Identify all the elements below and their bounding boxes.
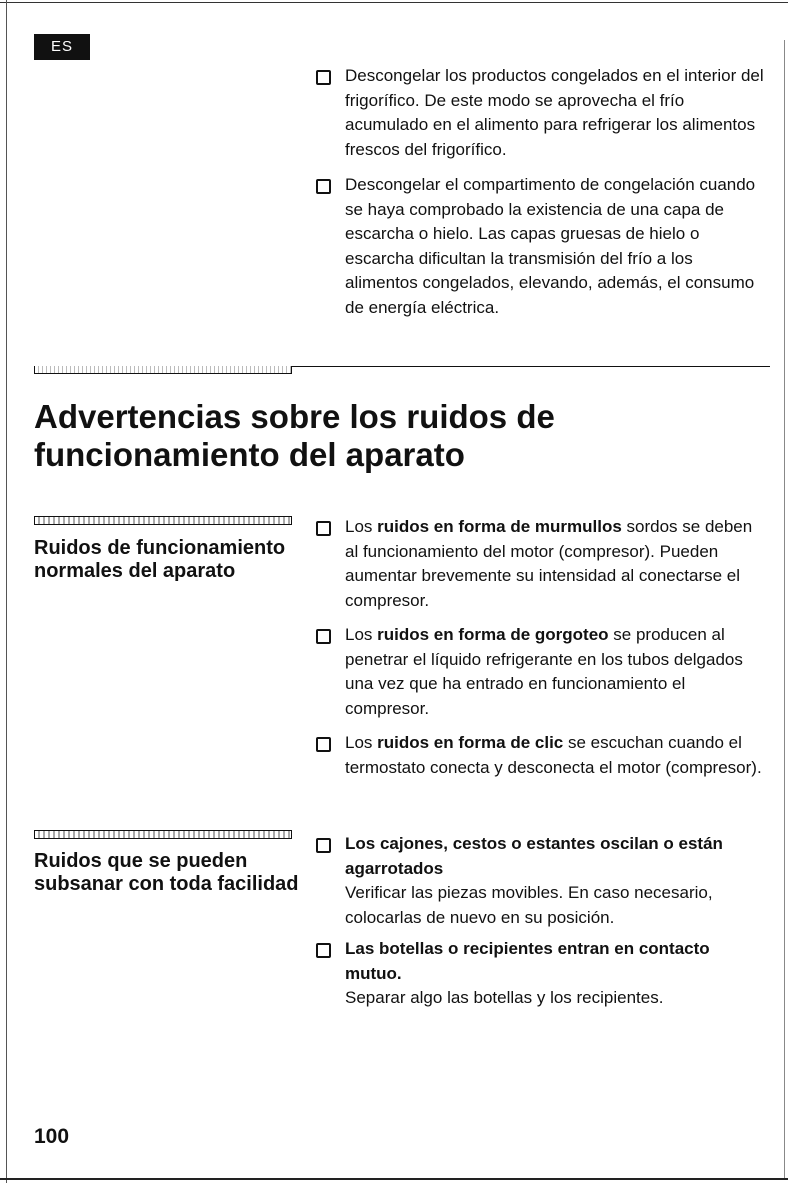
list-item-text: Las botellas o recipientes entran en contacto mutuo. Separar algo las botellas y los recipientes.: [345, 939, 710, 1007]
page-right-border: [784, 40, 785, 1180]
list-item-text: Los cajones, cestos o estantes oscilan o están agarrotados Verificar las piezas movibles. En caso necesario, colocarlas de nuevo en su posición.: [345, 834, 723, 927]
list-item: [316, 832, 766, 930]
page-top-border: [0, 2, 788, 3]
subsection-bar: [34, 516, 292, 525]
checkbox-bullet-icon: [316, 943, 331, 958]
list-item: [316, 623, 766, 721]
list-item-text: Los ruidos en forma de clic se escuchan cuando el termostato conecta y desconecta el motor (compresor).: [345, 733, 762, 777]
subsection-heading-easy-fix: Ruidos que se pueden subsanar con toda facilidad: [34, 850, 299, 895]
page-title: Advertencias sobre los ruidos de funcionamiento del aparato: [34, 398, 555, 473]
list-item: [316, 173, 766, 320]
list-item: [316, 731, 766, 780]
page-left-border: [6, 0, 7, 1183]
checkbox-bullet-icon: [316, 737, 331, 752]
checkbox-bullet-icon: [316, 521, 331, 536]
page-bottom-border: [0, 1178, 788, 1180]
checkbox-bullet-icon: [316, 179, 331, 194]
language-badge: ES: [34, 34, 90, 60]
subsection-bar: [34, 830, 292, 839]
checkbox-bullet-icon: [316, 629, 331, 644]
list-item-text: Descongelar el compartimento de congelación cuando se haya comprobado la existencia de una capa de escarcha o hielo. Las capas gruesas de hielo o escarcha dificultan la transmisión del frío a los alimentos congelados, elevando, además, el consumo de energía eléctrica.: [345, 175, 756, 317]
page-number: 100: [34, 1125, 70, 1148]
checkbox-bullet-icon: [316, 838, 331, 853]
list-item: [316, 64, 766, 162]
list-item: [316, 937, 766, 1011]
list-item: [316, 515, 766, 613]
section-divider-bar: [34, 366, 292, 374]
checkbox-bullet-icon: [316, 70, 331, 85]
list-item-text: Los ruidos en forma de murmullos sordos se deben al funcionamiento del motor (compresor). Pueden aumentar brevemente su intensidad al conectarse el compresor.: [345, 517, 753, 610]
subsection-heading-normal-noises: Ruidos de funcionamiento normales del aparato: [34, 537, 286, 582]
list-item-text: Los ruidos en forma de gorgoteo se producen al penetrar el líquido refrigerante en los tubos delgados una vez que ha entrado en funcionamiento el compresor.: [345, 625, 743, 718]
list-item-text: Descongelar los productos congelados en el interior del frigorífico. De este modo se aprovecha el frío acumulado en el alimento para refrigerar los alimentos frescos del frigorífico.: [345, 66, 764, 159]
